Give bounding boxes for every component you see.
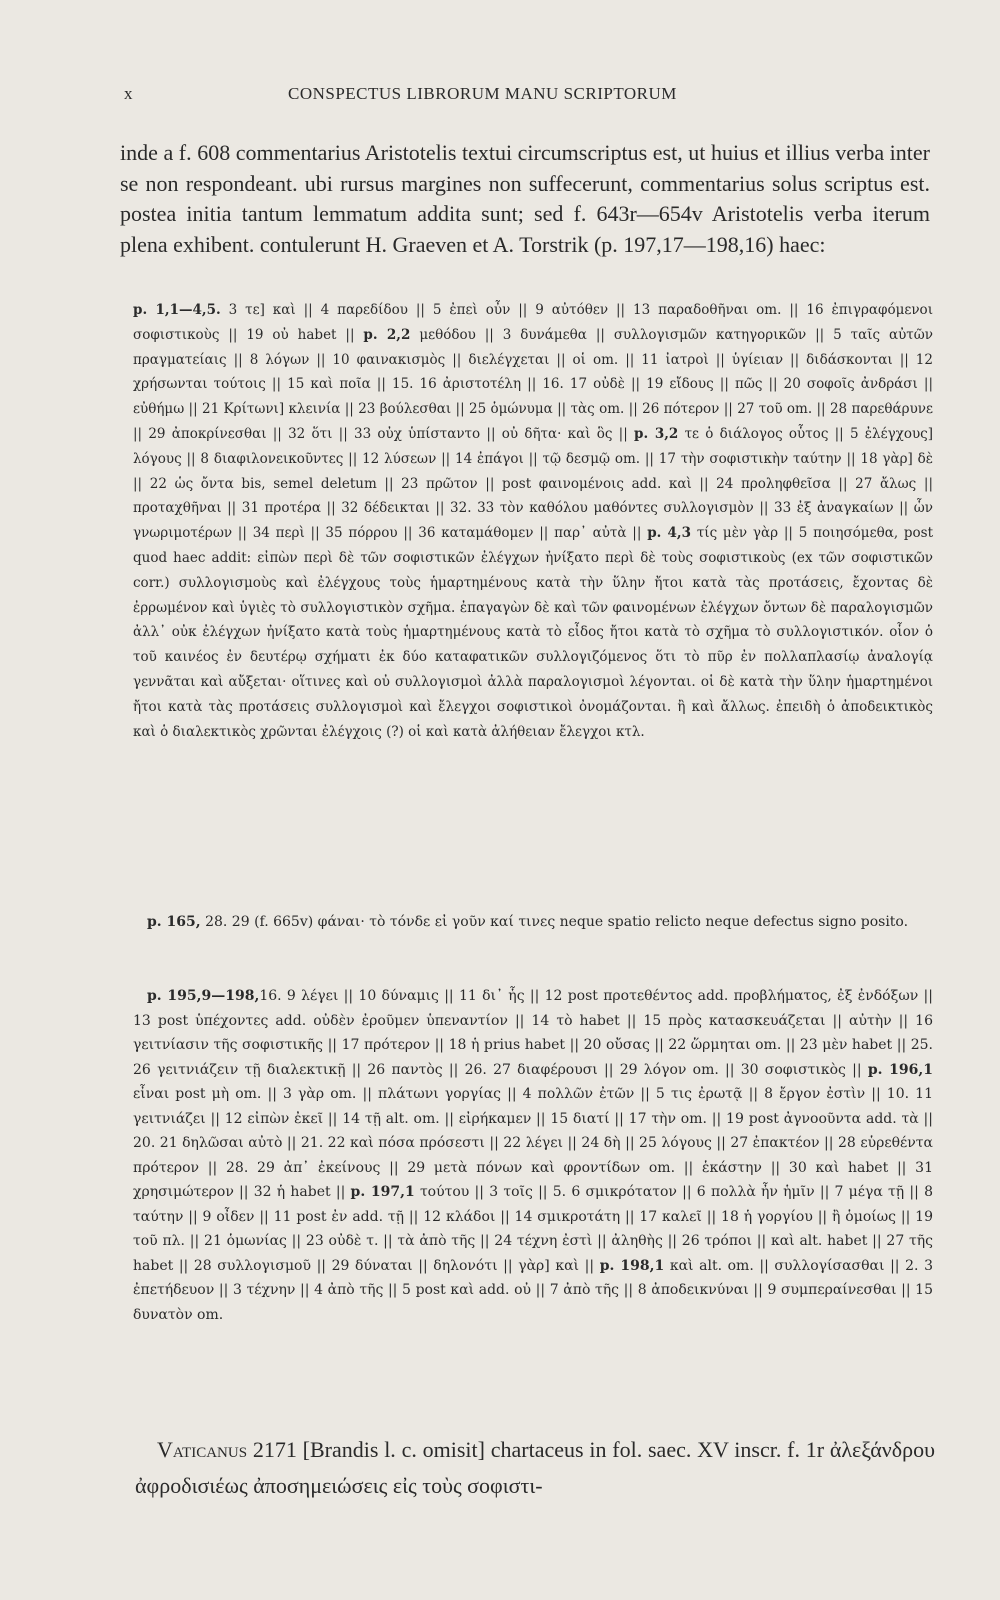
- page-ref: p. 165,: [147, 914, 201, 930]
- page-ref: p. 1,1—4,5.: [133, 302, 221, 318]
- apparatus-criticus: [133, 298, 933, 744]
- page-ref: p. 2,2: [363, 326, 411, 343]
- page-ref: p. 195,9—198,: [147, 988, 260, 1004]
- apparatus-entry: [133, 910, 933, 935]
- apparatus-p165: [133, 910, 933, 935]
- variant-readings: μεθόδου || 3 δυνάμεθα || συλλογισμῶν κατηγορικῶν || 5 ταῖς αὐτῶν πραγματείαις || 8 λόγων || 10 φαινακισμὸς || διελέγχεται || οἱ om. || 11 ἰατροὶ || ὑγίειαν || διδάσκονται || 12 χρήσωνται τούτοις || 15 καὶ ποῖα || 15. 16 ἀριστοτέλη || 16. 17 οὐδὲ || 19 εἴδους || πῶς || 20 σοφοῖς ἀνδράσι || εὐθήμω || 21 Κρίτωνι] κλεινία || 23 βούλεσθαι || 25 ὁμώνυμα || τὰς om. || 26 πότερον || 27 τοῦ om. || 28 παρεθάρυνε || 29 ἀποκρίνεσθαι || 32 ὅτι || 33 οὐχ ὑπίσταντο || οὐ δῆτα· καὶ ὃς ||: [133, 326, 933, 442]
- running-title: CONSPECTUS LIBRORUM MANU SCRIPTORUM: [288, 84, 677, 103]
- page-number: x: [124, 84, 133, 103]
- variant-readings: εἶναι post μὴ om. || 3 γὰρ om. || πλάτωνι γοργίας || 4 πολλῶν ἐτῶν || 5 τις ἐρωτᾷ || 8 ἔργον ἐστὶν || 10. 11 γειτνιάζει || 12 εἰπὼν ἐκεῖ || 14 τῇ alt. om. || εἰρήκαμεν || 15 διατί || 17 τὴν om. || 19 post ἀγνοοῦντα add. τὰ || 20. 21 δηλῶσαι αὐτὸ || 21. 22 καὶ πόσα πρόσεστι || 22 λέγει || 24 δὴ || 25 λόγους || 27 ἐπακτέον || 28 εὑρεθέντα πρότερον || 28. 29 ἀπ᾽ ἐκείνους || 29 μετὰ πόνων καὶ φροντίδων om. || ἑκάστην || 30 καὶ habet || 31 χρησιμώτερον || 32 ἡ habet ||: [133, 1086, 933, 1200]
- page-ref: p. 3,2: [634, 425, 679, 442]
- page-ref: p. 198,1: [599, 1257, 665, 1274]
- page-ref: p. 196,1: [867, 1061, 933, 1078]
- manuscript-description: 2171 [Brandis l. c. omisit] chartaceus in fol. saec. XV inscr. f. 1r ἀλεξάνδρου ἀφροδισιέως ἀποσημειώσεις εἰς τοὺς σοφιστι-: [135, 1437, 935, 1498]
- apparatus-p195: [133, 984, 933, 1327]
- variant-readings: τούτου || 3 τοῖς || 5. 6 σμικρότατον || 6 πολλὰ ἦν ἡμῖν || 7 μέγα τῇ || 8 ταύτην || 9 οἶδεν || 11 post ἐν add. τῇ || 12 κλάδοι || 14 σμικροτάτη || 17 καλεῖ || 18 ἡ γοργίου || ἢ ὁμοίως || 19 τοῦ πλ. || 21 ὁμωνίας || 23 οὐδὲ τ. || τὰ ἀπὸ τῆς || 24 τέχνη ἐστὶ || ἀληθὴς || 26 τρόποι || καὶ alt. habet || 27 τῆς habet || 28 συλλογισμοῦ || 29 δύναται || δηλονότι || γὰρ] καὶ ||: [133, 1184, 933, 1274]
- variant-readings: 3 τε] καὶ || 4 παρεδίδου || 5 ἐπεὶ οὖν || 9 αὐτόθεν || 13 παραδοθῆναι om. || 16 ἐπιγραφόμενοι σοφιστικοὺς || 19 οὐ habet ||: [133, 302, 933, 343]
- variant-readings: τίς μὲν γὰρ || 5 ποιησόμεθα, post quod haec addit: εἰπὼν περὶ δὲ τῶν σοφιστικῶν ἐλέγχων ἠνίξατο περὶ δὲ τοὺς σοφιστικοὺς (ex τῶν σοφιστικῶν corr.) συλλογισμοὺς καὶ ἐλέγχους τοὺς ἡμαρτημένους κατὰ τὴν ὕλην ἤτοι κατὰ τὰς προτάσεις, ἔχοντας δὲ ἐρρωμένον καὶ ὑγιὲς τὸ συλλογιστικὸν σχῆμα. ἐπαγαγὼν δὲ καὶ τῶν φαινομένων ἐλέγχων ὄντων δὲ παραλογισμῶν ἀλλ᾽ οὐκ ἐλέγχων ἠνίξατο κατὰ τοὺς ἡμαρτημένους κατὰ τὸ εἶδος ἤτοι κατὰ τὸ σχῆμα τὸ συλλογιστικόν. οἷον ὁ τοῦ καινέος ἐν δευτέρῳ σχήματι ἐκ δύο καταφατικῶν συλλογιζόμενος ὅτι τὸ πῦρ ἐν πολλαπλασίῳ ἀναλογίᾳ γεννᾶται καὶ αὔξεται· οἵτινες καὶ οὐ συλλογισμοὶ ἀλλὰ παραλογισμοὶ λέγονται. οἱ δὲ κατὰ τὴν ὕλην ἡμαρτημένοι ἤτοι κατὰ τὰς προτάσεις συλλογισμοὶ καὶ ἔλεγχοι σοφιστικοὶ ὀνομάζονται. ἢ καὶ ἄλλως. ἐπειδὴ ὁ ἀποδεικτικὸς καὶ ὁ διαλεκτικὸς χρῶνται ἐλέγχοις (?) οἱ καὶ κατὰ ἀλήθειαν ἔλεγχοι κτλ.: [133, 525, 934, 740]
- manuscript-name: Vaticanus: [157, 1437, 248, 1462]
- apparatus-entry: [133, 984, 933, 1327]
- vaticanus-entry: [135, 1432, 935, 1504]
- variant-readings: 28. 29 (f. 665v) φάναι· τὸ τόνδε εἰ γοῦν καί τινες neque spatio relicto neque defectus signo posito.: [205, 914, 909, 930]
- intro-paragraph: inde a f. 608 commentarius Aristotelis textui circumscriptus est, ut huius et illius verba inter se non respondeant. ubi rursus margines non suffecerunt, commentarius solus scriptus est. postea initia tantum lemmatum addita sunt; sed f. 643r—654v Aristotelis verba iterum plena exhibent. contulerunt H. Graeven et A. Torstrik (p. 197,17—198,16) haec:: [120, 140, 930, 257]
- page-ref: p. 197,1: [350, 1184, 415, 1200]
- variant-readings: τε ὁ διάλογος οὗτος || 5 ἐλέγχους] λόγους || 8 διαφιλονεικοῦντες || 12 λύσεων || 14 ἐπάγοι || τῷ δεσμῷ om. || 17 τὴν σοφιστικὴν ταύτην || 18 γὰρ] δὲ || 22 ὡς ὄντα bis, semel deletum || 23 πρῶτον || post φαινομένοις add. καὶ || 24 προληφθεῖσα || 27 ἄλως || προταχθῆναι || 31 προτέρα || 32 δέδεικται || 32. 33 τὸν καθόλου μαθόντες συλλογισμὸν || 33 ἐξ ἀναγκαίων || ὧν γνωριμοτέρων || 34 περὶ || 35 πόρρου || 36 καταμάθομεν || παρ᾽ αὐτὰ ||: [133, 425, 934, 542]
- page-ref: p. 4,3: [647, 525, 692, 542]
- variant-readings: καὶ alt. om. || συλλογίσασθαι || 2. 3 ἐπετήδευον || 3 τέχνην || 4 ἀπὸ τῆς || 5 post καὶ add. οὐ || 7 ἀπὸ τῆς || 8 ἀποδεικνύναι || 9 συμπεραίνεσθαι || 15 δυνατὸν om.: [133, 1257, 933, 1323]
- variant-readings: 16. 9 λέγει || 10 δύναμις || 11 δι᾽ ἧς || 12 post προτεθέντος add. προβλήματος, ἐξ ἐνδόξων || 13 post ὑπέχοντες add. οὐδὲν ἐροῦμεν ὑπεναντίον || 14 τὸ habet || 15 πρὸς κατασκευάζεται || αὐτὴν || 16 γειτνίασιν τῆς σοφιστικῆς || 17 πρότερον || 18 ἡ prius habet || 20 οὔσας || 22 ὥρμηται om. || 23 μὲν habet || 25. 26 γειτνιάζειν τῇ διαλεκτικῇ || 26 παντὸς || 26. 27 διαφέρουσι || 29 λόγον om. || 30 σοφιστικὸς ||: [133, 988, 933, 1078]
- apparatus-entry: [133, 298, 933, 744]
